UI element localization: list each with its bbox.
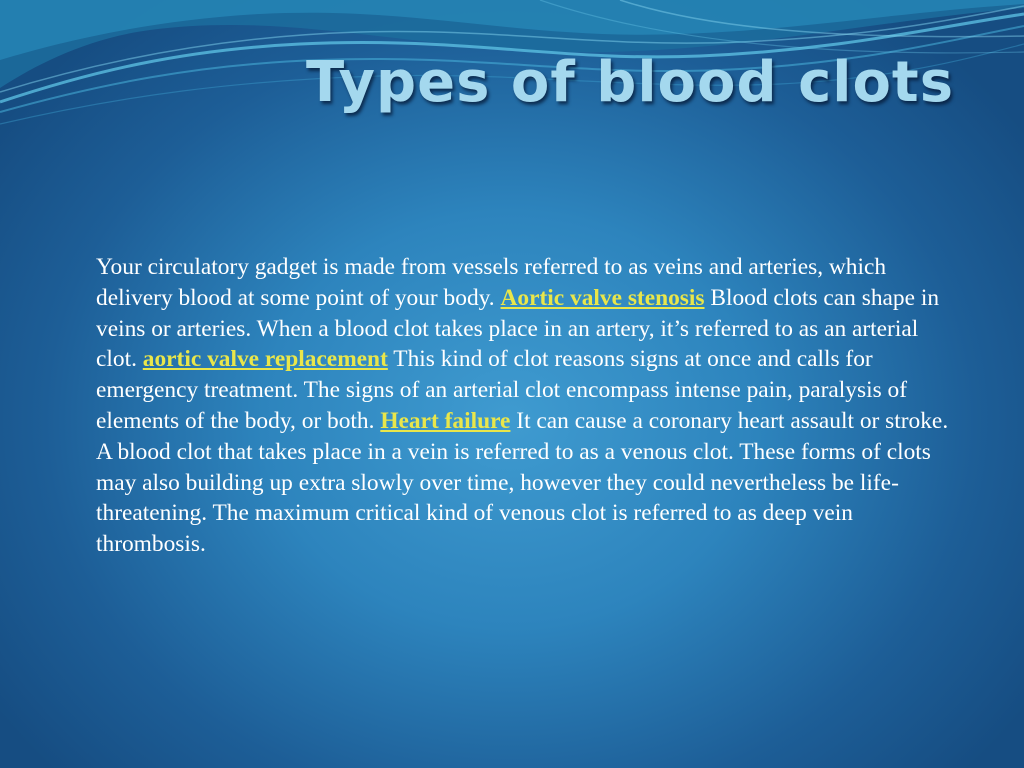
- link-heart-failure[interactable]: Heart failure: [380, 407, 511, 434]
- slide-title: Types of blood clots: [305, 50, 955, 115]
- body-paragraph: [96, 252, 952, 560]
- paragraph-text-4: It can cause a coronary heart assault or stroke. A blood clot that takes place in a vein is referred to as a venous clot. These forms of clots may also building up extra slowly over time, however they could nevertheless be life-threatening. The maximum critical kind of venous clot is referred to as deep vein thrombosis.: [96, 407, 949, 558]
- link-aortic-valve-stenosis[interactable]: Aortic valve stenosis: [500, 284, 705, 311]
- link-aortic-valve-replacement[interactable]: aortic valve replacement: [142, 346, 388, 373]
- paragraph-text-3: This kind of clot reasons signs at once and calls for emergency treatment. The signs of an arterial clot encompass intense pain, paralysis of elements of the body, or both.: [96, 346, 908, 434]
- paragraph-text-1: Your circulatory gadget is made from vessels referred to as veins and arteries, which delivery blood at some point of your body.: [96, 254, 887, 311]
- paragraph-text-2: Blood clots can shape in veins or arteries. When a blood clot takes place in an artery, it’s referred to as an arterial clot.: [96, 284, 940, 373]
